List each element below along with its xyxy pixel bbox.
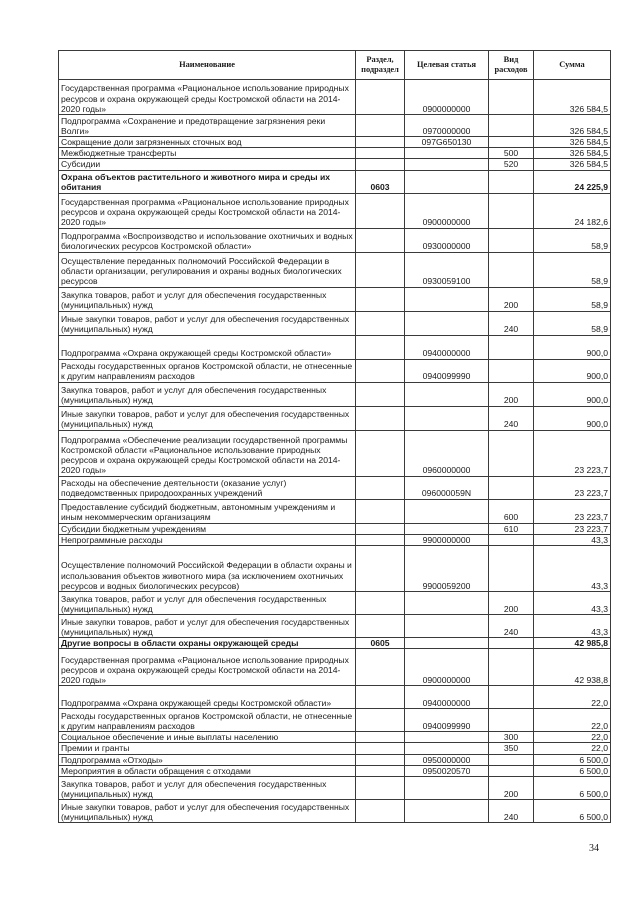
cell-article: 0950000000	[405, 754, 489, 765]
cell-kind: 200	[489, 287, 534, 311]
cell-article	[405, 382, 489, 406]
cell-article: 0940000000	[405, 686, 489, 709]
cell-section	[356, 311, 405, 335]
cell-article	[405, 732, 489, 743]
cell-sum: 900,0	[534, 335, 611, 359]
cell-article	[405, 615, 489, 638]
cell-kind: 520	[489, 159, 534, 170]
cell-section	[356, 137, 405, 148]
cell-kind	[489, 170, 534, 193]
cell-name: Иные закупки товаров, работ и услуг для обеспечения государственных (муниципальных) нужд	[59, 800, 356, 823]
cell-section	[356, 406, 405, 430]
table-row	[59, 499, 611, 523]
cell-name: Субсидии бюджетным учреждениям	[59, 523, 356, 534]
cell-article	[405, 592, 489, 615]
cell-name: Подпрограмма «Охрана окружающей среды Костромской области»	[59, 686, 356, 709]
table-row	[59, 228, 611, 252]
cell-name: Расходы государственных органов Костромской области, не отнесенные к другим направлениям расходов	[59, 359, 356, 382]
cell-name: Подпрограмма «Обеспечение реализации государственной программы Костромской области «Рациональное использование природных ресурсов и охрана окружающей среды Костромской области на 2014-2020 годы»	[59, 430, 356, 476]
cell-sum: 326 584,5	[534, 80, 611, 115]
cell-section	[356, 777, 405, 800]
table-body	[59, 80, 611, 823]
cell-article	[405, 170, 489, 193]
cell-kind	[489, 359, 534, 382]
col-header-section: Раздел, подраздел	[356, 51, 405, 80]
cell-name: Государственная программа «Рациональное использование природных ресурсов и охрана окружающей среды Костромской области на 2014-2020 годы»	[59, 193, 356, 228]
cell-sum: 326 584,5	[534, 159, 611, 170]
cell-name: Закупка товаров, работ и услуг для обеспечения государственных (муниципальных) нужд	[59, 592, 356, 615]
cell-name: Расходы на обеспечение деятельности (оказание услуг) подведомственных природоохранных учреждений	[59, 476, 356, 499]
table-row	[59, 523, 611, 534]
cell-section	[356, 754, 405, 765]
cell-kind: 240	[489, 311, 534, 335]
cell-article: 0900000000	[405, 649, 489, 686]
cell-sum: 900,0	[534, 359, 611, 382]
cell-name: Подпрограмма «Воспроизводство и использование охотничьих и водных биологических ресурсов Костромской области»	[59, 228, 356, 252]
table-row	[59, 649, 611, 686]
table-row	[59, 686, 611, 709]
cell-name: Мероприятия в области обращения с отходами	[59, 765, 356, 776]
cell-article: 0960000000	[405, 430, 489, 476]
table-row	[59, 170, 611, 193]
cell-kind	[489, 709, 534, 732]
cell-section	[356, 765, 405, 776]
cell-section	[356, 335, 405, 359]
cell-sum: 23 223,7	[534, 499, 611, 523]
cell-kind: 200	[489, 382, 534, 406]
cell-article	[405, 499, 489, 523]
table-row	[59, 800, 611, 823]
cell-kind	[489, 765, 534, 776]
cell-sum: 58,9	[534, 228, 611, 252]
cell-kind: 600	[489, 499, 534, 523]
cell-sum: 6 500,0	[534, 765, 611, 776]
cell-section	[356, 615, 405, 638]
table-row	[59, 406, 611, 430]
cell-kind	[489, 335, 534, 359]
cell-name: Государственная программа «Рациональное использование природных ресурсов и охрана окружающей среды Костромской области на 2014-2020 годы»	[59, 80, 356, 115]
table-row	[59, 592, 611, 615]
col-header-name: Наименование	[59, 51, 356, 80]
cell-sum: 23 223,7	[534, 430, 611, 476]
cell-sum: 900,0	[534, 406, 611, 430]
cell-name: Закупка товаров, работ и услуг для обеспечения государственных (муниципальных) нужд	[59, 777, 356, 800]
cell-kind	[489, 193, 534, 228]
cell-kind	[489, 686, 534, 709]
cell-sum: 43,3	[534, 592, 611, 615]
cell-kind: 240	[489, 615, 534, 638]
cell-name: Непрограммные расходы	[59, 534, 356, 545]
cell-article: 0970000000	[405, 115, 489, 137]
table-header-row	[59, 51, 611, 80]
cell-article	[405, 287, 489, 311]
cell-name: Расходы государственных органов Костромской области, не отнесенные к другим направлениям расходов	[59, 709, 356, 732]
cell-section	[356, 732, 405, 743]
cell-section	[356, 546, 405, 592]
cell-section	[356, 686, 405, 709]
cell-kind: 610	[489, 523, 534, 534]
cell-section	[356, 382, 405, 406]
table-row	[59, 754, 611, 765]
cell-name: Подпрограмма «Отходы»	[59, 754, 356, 765]
cell-kind	[489, 228, 534, 252]
cell-section	[356, 592, 405, 615]
cell-sum: 23 223,7	[534, 523, 611, 534]
cell-section: 0603	[356, 170, 405, 193]
cell-section	[356, 523, 405, 534]
table-row	[59, 252, 611, 287]
cell-section	[356, 359, 405, 382]
cell-article: 0930059100	[405, 252, 489, 287]
cell-section	[356, 159, 405, 170]
table-row	[59, 638, 611, 649]
col-header-sum: Сумма	[534, 51, 611, 80]
cell-sum: 24 225,9	[534, 170, 611, 193]
cell-sum: 6 500,0	[534, 800, 611, 823]
cell-article: 0950020570	[405, 765, 489, 776]
cell-kind	[489, 115, 534, 137]
cell-name: Другие вопросы в области охраны окружающей среды	[59, 638, 356, 649]
cell-kind: 500	[489, 148, 534, 159]
cell-article	[405, 777, 489, 800]
cell-article	[405, 743, 489, 754]
cell-section	[356, 743, 405, 754]
cell-sum: 58,9	[534, 311, 611, 335]
cell-name: Иные закупки товаров, работ и услуг для обеспечения государственных (муниципальных) нужд	[59, 311, 356, 335]
table-row	[59, 534, 611, 545]
cell-article: 9900000000	[405, 534, 489, 545]
table-row	[59, 743, 611, 754]
cell-article: 0900000000	[405, 80, 489, 115]
table-row	[59, 159, 611, 170]
page-number: 34	[589, 843, 599, 854]
cell-article: 097G650130	[405, 137, 489, 148]
cell-section	[356, 193, 405, 228]
cell-kind: 240	[489, 406, 534, 430]
cell-section	[356, 80, 405, 115]
table-row	[59, 148, 611, 159]
table-row	[59, 287, 611, 311]
cell-sum: 42 985,8	[534, 638, 611, 649]
table-row	[59, 359, 611, 382]
col-header-article: Целевая статья	[405, 51, 489, 80]
cell-name: Межбюджетные трансферты	[59, 148, 356, 159]
cell-section	[356, 430, 405, 476]
cell-kind	[489, 534, 534, 545]
table-row	[59, 382, 611, 406]
table-row	[59, 137, 611, 148]
cell-name: Осуществление полномочий Российской Федерации в области охраны и использования объектов животного мира (за исключением охотничьих ресурсов и водных биологических ресурсов)	[59, 546, 356, 592]
table-row	[59, 193, 611, 228]
table-row	[59, 115, 611, 137]
cell-article	[405, 638, 489, 649]
table-row	[59, 80, 611, 115]
cell-name: Сокращение доли загрязненных сточных вод	[59, 137, 356, 148]
table-row	[59, 311, 611, 335]
table-row	[59, 615, 611, 638]
cell-article	[405, 159, 489, 170]
cell-sum: 900,0	[534, 382, 611, 406]
table-row	[59, 476, 611, 499]
cell-sum: 58,9	[534, 252, 611, 287]
cell-section	[356, 800, 405, 823]
cell-article: 0900000000	[405, 193, 489, 228]
cell-section	[356, 499, 405, 523]
cell-name: Подпрограмма «Охрана окружающей среды Костромской области»	[59, 335, 356, 359]
cell-sum: 42 938,8	[534, 649, 611, 686]
cell-sum: 22,0	[534, 709, 611, 732]
cell-kind	[489, 638, 534, 649]
cell-section	[356, 148, 405, 159]
cell-kind: 240	[489, 800, 534, 823]
cell-kind	[489, 476, 534, 499]
table-row	[59, 430, 611, 476]
cell-article	[405, 311, 489, 335]
cell-article	[405, 406, 489, 430]
cell-sum: 22,0	[534, 743, 611, 754]
cell-section	[356, 115, 405, 137]
cell-kind	[489, 546, 534, 592]
cell-sum: 23 223,7	[534, 476, 611, 499]
cell-section: 0605	[356, 638, 405, 649]
cell-name: Подпрограмма «Сохранение и предотвращение загрязнения реки Волги»	[59, 115, 356, 137]
cell-kind	[489, 754, 534, 765]
cell-name: Закупка товаров, работ и услуг для обеспечения государственных (муниципальных) нужд	[59, 287, 356, 311]
table-row	[59, 335, 611, 359]
cell-section	[356, 649, 405, 686]
budget-table	[58, 50, 611, 823]
cell-sum: 6 500,0	[534, 754, 611, 765]
cell-sum: 326 584,5	[534, 148, 611, 159]
cell-section	[356, 228, 405, 252]
cell-name: Социальное обеспечение и иные выплаты населению	[59, 732, 356, 743]
cell-kind	[489, 80, 534, 115]
cell-sum: 22,0	[534, 732, 611, 743]
cell-name: Иные закупки товаров, работ и услуг для обеспечения государственных (муниципальных) нужд	[59, 615, 356, 638]
table-row	[59, 732, 611, 743]
cell-article: 9900059200	[405, 546, 489, 592]
cell-section	[356, 287, 405, 311]
cell-section	[356, 534, 405, 545]
cell-kind	[489, 137, 534, 148]
cell-kind	[489, 649, 534, 686]
cell-kind: 350	[489, 743, 534, 754]
cell-kind	[489, 252, 534, 287]
cell-article	[405, 800, 489, 823]
cell-sum: 326 584,5	[534, 115, 611, 137]
cell-article: 0940099990	[405, 709, 489, 732]
cell-sum: 43,3	[534, 546, 611, 592]
cell-sum: 6 500,0	[534, 777, 611, 800]
cell-name: Премии и гранты	[59, 743, 356, 754]
cell-kind: 300	[489, 732, 534, 743]
cell-kind	[489, 430, 534, 476]
cell-sum: 43,3	[534, 534, 611, 545]
cell-article	[405, 523, 489, 534]
cell-article: 096000059N	[405, 476, 489, 499]
cell-name: Закупка товаров, работ и услуг для обеспечения государственных (муниципальных) нужд	[59, 382, 356, 406]
table-row	[59, 765, 611, 776]
cell-name: Предоставление субсидий бюджетным, автономным учреждениям и иным некоммерческим организациям	[59, 499, 356, 523]
cell-section	[356, 709, 405, 732]
cell-section	[356, 252, 405, 287]
table-row	[59, 777, 611, 800]
cell-section	[356, 476, 405, 499]
cell-sum: 43,3	[534, 615, 611, 638]
cell-name: Охрана объектов растительного и животного мира и среды их обитания	[59, 170, 356, 193]
cell-article: 0940099990	[405, 359, 489, 382]
cell-name: Субсидии	[59, 159, 356, 170]
cell-article: 0930000000	[405, 228, 489, 252]
cell-name: Государственная программа «Рациональное использование природных ресурсов и охрана окружающей среды Костромской области на 2014-2020 годы»	[59, 649, 356, 686]
cell-sum: 326 584,5	[534, 137, 611, 148]
cell-kind: 200	[489, 777, 534, 800]
cell-kind: 200	[489, 592, 534, 615]
cell-name: Осуществление переданных полномочий Российской Федерации в области организации, регулирования и охраны водных биологических ресурсов	[59, 252, 356, 287]
cell-article	[405, 148, 489, 159]
cell-name: Иные закупки товаров, работ и услуг для обеспечения государственных (муниципальных) нужд	[59, 406, 356, 430]
col-header-kind: Вид расходов	[489, 51, 534, 80]
table-row	[59, 546, 611, 592]
table-row	[59, 709, 611, 732]
cell-sum: 24 182,6	[534, 193, 611, 228]
cell-sum: 22,0	[534, 686, 611, 709]
cell-article: 0940000000	[405, 335, 489, 359]
cell-sum: 58,9	[534, 287, 611, 311]
